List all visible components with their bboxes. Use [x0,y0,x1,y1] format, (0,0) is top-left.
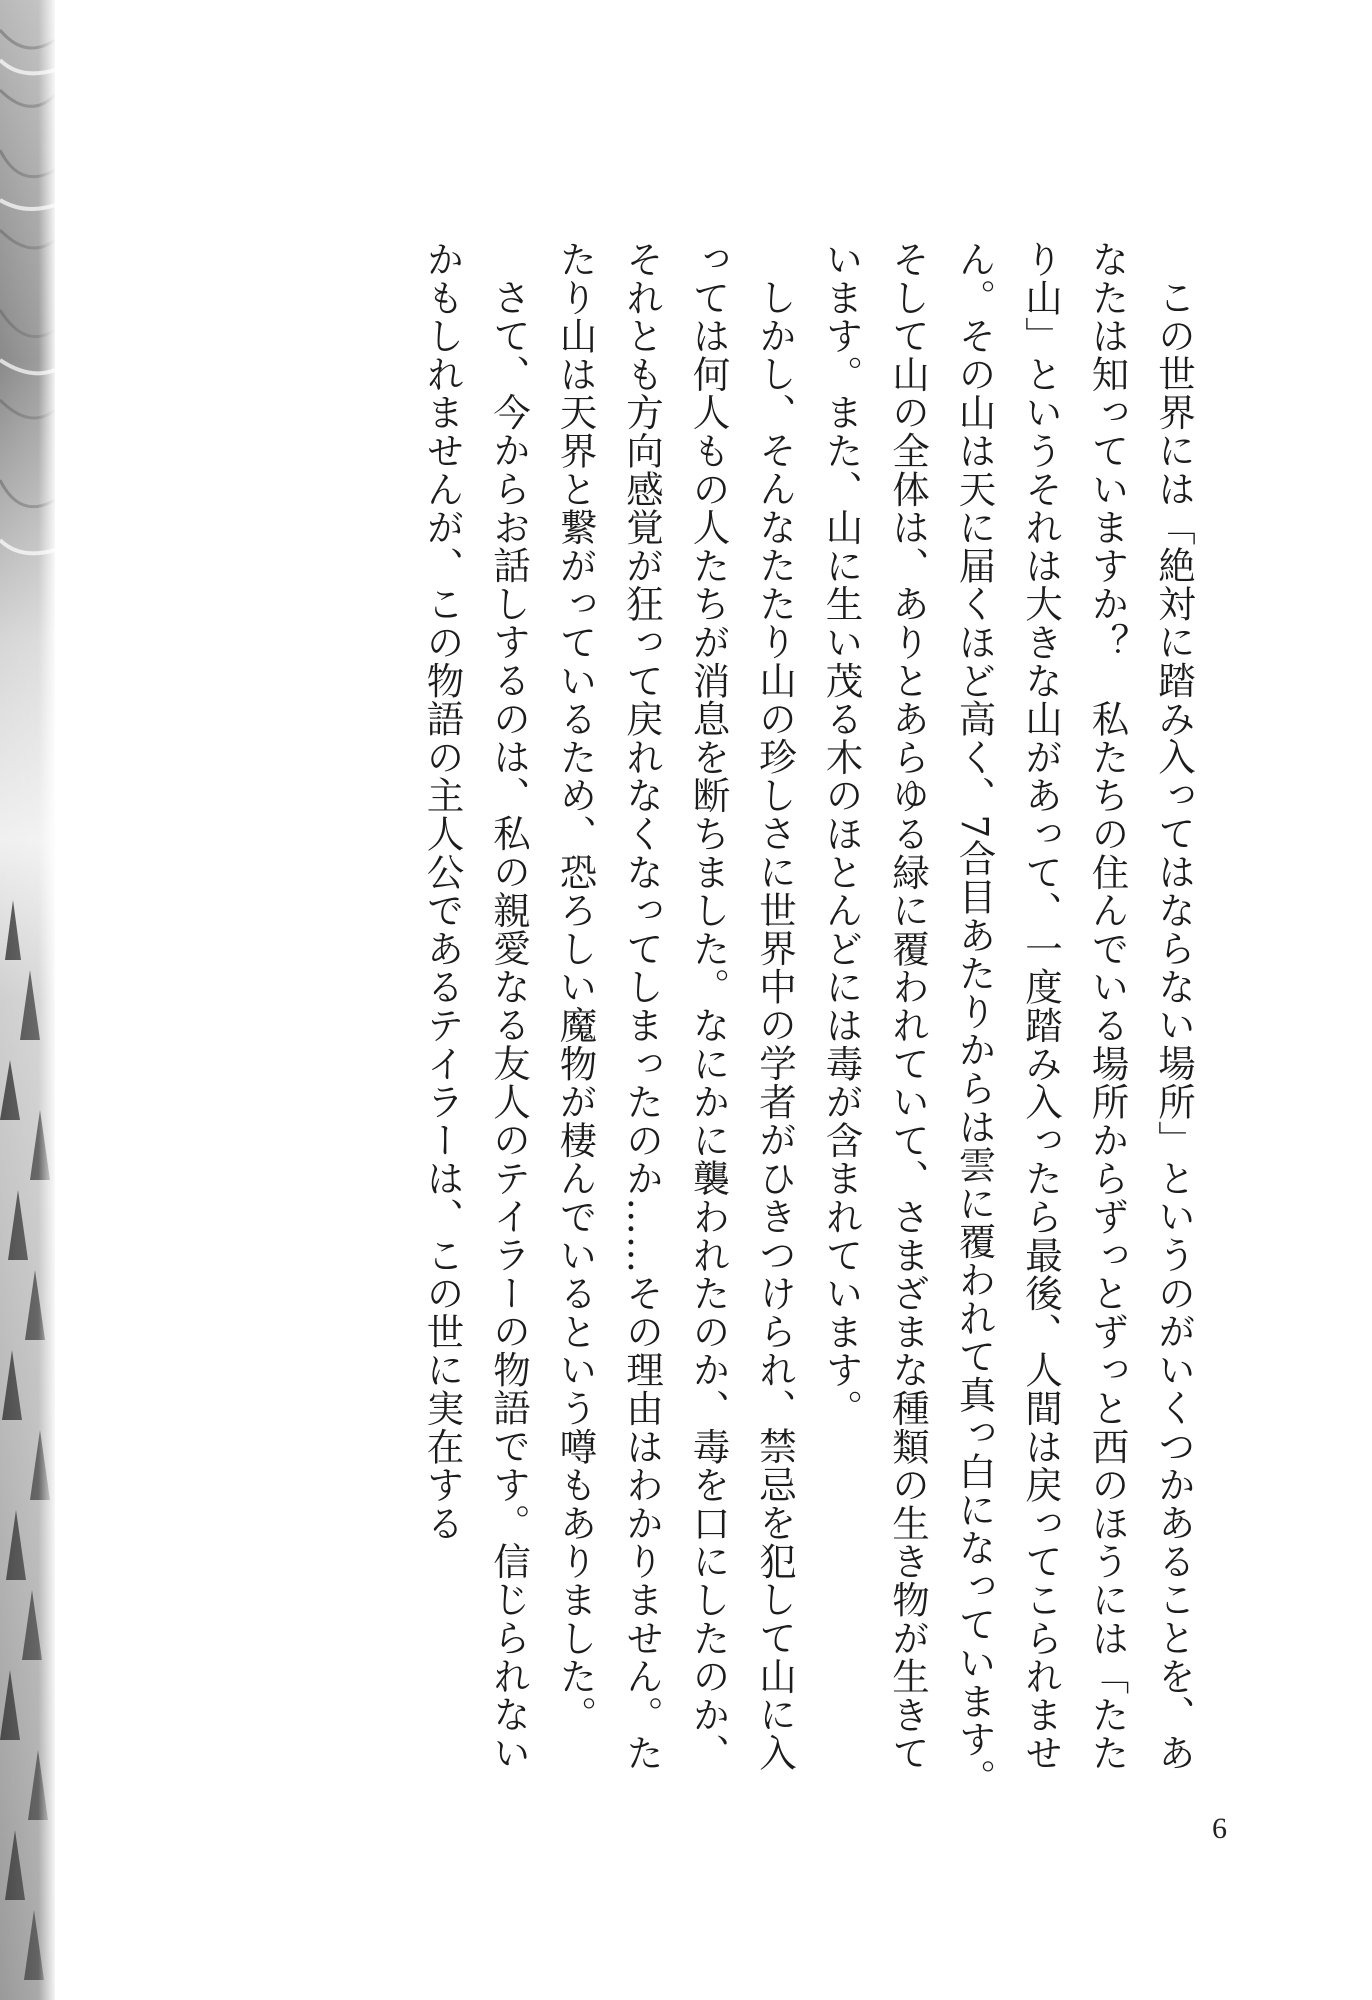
page-number: 6 [1212,1812,1227,1845]
paragraph-3: さて、今からお話しするのは、私の親愛なる友人のテイラーの物語です。信じられないかもしれませんが、この物語の主人公であるテイラーは、この世に実在する [420,240,531,1772]
body-text [232,240,1207,1800]
paragraph-1: この世界には「絶対に踏み入ってはならない場所」というのがいくつかあることを、あなたは知っていますか？ 私たちの住んでいる場所からずっとずっと西のほうには「たたり山」というそれは大きな山があって、一度踏み入ったら最後、人間は戻ってこられません。その山は天に届くほど高く、7合目あたりからは雲に覆われて真っ白になっています。そして山の全体は、ありとあらゆる緑に覆われていて、さまざまな種類の生き物が生きています。また、山に生い茂る木のほとんどには毒が含まれています。 [819,240,1196,1797]
cover-edge-illustration [0,0,55,2000]
paragraph-2: しかし、そんなたたり山の珍しさに世界中の学者がひきつけられ、禁忌を犯して山に入っては何人もの人たちが消息を断ちました。なにかに襲われたのか、毒を口にしたのか、それとも方向感覚が狂って戻れなくなってしまったのか……その理由はわかりません。たたり山は天界と繋がっているため、恐ろしい魔物が棲んでいるという噂もありました。 [553,240,797,1772]
